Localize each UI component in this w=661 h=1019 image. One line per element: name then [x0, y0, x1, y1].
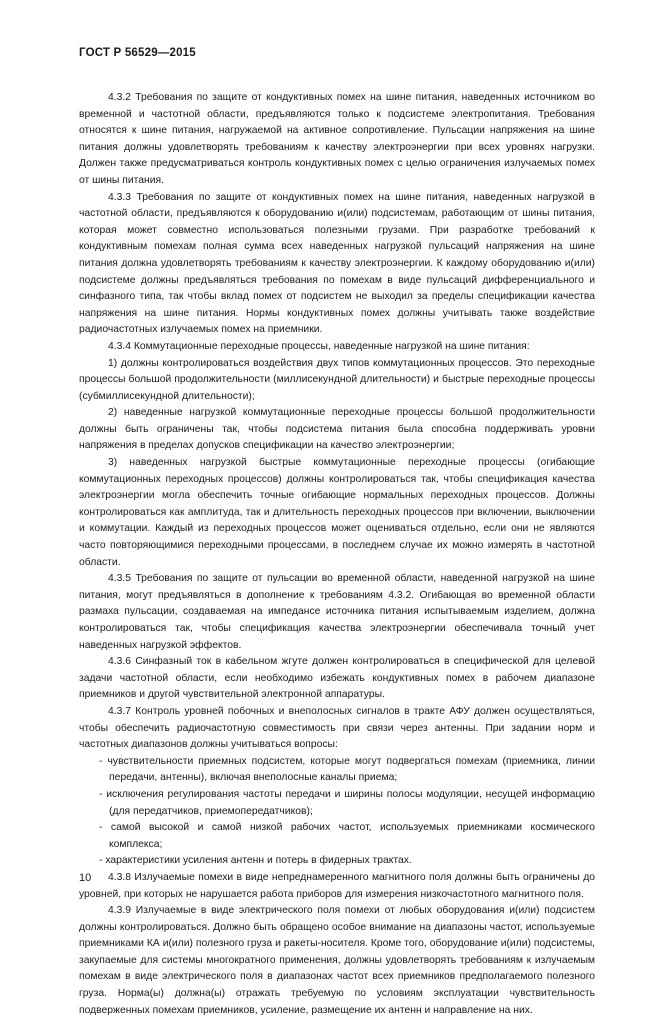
document-header: ГОСТ Р 56529—2015: [79, 47, 196, 59]
document-body: [79, 90, 595, 1019]
page-number: 10: [79, 872, 92, 884]
paragraph: 2) наведенные нагрузкой коммутационные переходные процессы большой продолжительности должны быть ограничены так, чтобы подсистема питания была способна поддерживать уровни напряжения в пределах допусков спецификации на качество электроэнергии;: [79, 407, 595, 452]
paragraph: 4.3.9 Излучаемые в виде электрического поля помехи от любых оборудования и(или) подсистем должны контролироваться. Должно быть обращено особое внимание на диапазоны частот, используемые приемниками КА и(или) полезного груза и ракеты-носителя. Кроме того, оборудование и(или) подсистемы, закупаемые для системы многократного применения, должны удовлетворять требованиям к излучаемым помехам в виде электрического поля в диапазонах частот всех приемников предполагаемого полезного груза. Норма(ы) должна(ы) отражать требуемую по условиям эксплуатации чувствительность подверженных помехам приемников, усиление, размещение их антенн и направление на них.: [79, 905, 595, 1016]
list-item: - самой высокой и самой низкой рабочих частот, используемых приемниками космического комплекса;: [99, 822, 595, 850]
list-item: - чувствительности приемных подсистем, которые могут подвергаться помехам (приемника, линии передачи, антенны), включая внеполосные каналы приема;: [99, 755, 595, 784]
list-item: - характеристики усиления антенн и потерь в фидерных трактах.: [99, 855, 412, 867]
paragraph: 4.3.5 Требования по защите от пульсации во временной области, наведенной нагрузкой на шине питания, могут предъявляться в дополнение к требованиям 4.3.2. Огибающая во временной области размаха пульсации, создаваемая на импедансе источника питания испытываемым изделием, должна контролироваться так, чтобы спецификация качества электроэнергии обеспечивала точный учет наведенных нагрузкой эффектов.: [79, 573, 595, 651]
paragraph: 4.3.2 Требования по защите от кондуктивных помех на шине питания, наведенных источником во временной и частотной области, предъявляются только к подсистеме электропитания. Требования относятся к шине питания, нагружаемой на активное сопротивление. Пульсации напряжения на шине питания должны удовлетворять требованиям к качеству электроэнергии при всех уровнях нагрузки. Должен также предусматриваться контроль кондуктивных помех с целью ограничения излучаемых помех от шины питания.: [79, 92, 595, 186]
paragraph: 4.3.4 Коммутационные переходные процессы, наведенные нагрузкой на шине питания:: [108, 340, 530, 352]
paragraph: 4.3.8 Излучаемые помехи в виде непреднамеренного магнитного поля должны быть ограничены до уровней, при которых не нарушается работа приборов для измерения низкочастотного магнитного поля.: [79, 871, 595, 900]
paragraph: 4.3.6 Синфазный ток в кабельном жгуте должен контролироваться в специфической для целевой задачи частотной области, если необходимо избежать кондуктивных помех в рабочем диапазоне приемников и другой чувствительной электронной аппаратуры.: [79, 656, 595, 701]
list-item: - исключения регулирования частоты передачи и ширины полосы модуляции, несущей информацию (для передатчиков, приемопередатчиков);: [99, 788, 595, 817]
paragraph: 3) наведенных нагрузкой быстрые коммутационные переходные процессы (огибающие коммутационных переходных процессов) должны контролироваться так, чтобы спецификация качества электроэнергии могла обеспечить точные огибающие нормальных переходных процессов. Должны контролироваться как амплитуда, так и длительность переходных процессов при включении, выключении и коммутации. Каждый из переходных процессов может оцениваться отдельно, если они не являются часто повторяющимися переходными процессами, в последнем случае их можно измерять в частотной области.: [79, 457, 595, 568]
paragraph: 4.3.3 Требования по защите от кондуктивных помех на шине питания, наведенных нагрузкой в частотной области, предъявляются к оборудованию и(или) подсистемам, работающим от шины питания, которая может совместно использоваться полезными грузами. При разработке требований к кондуктивным помехам полная сумма всех наведенных нагрузкой пульсаций напряжения на шине питания должна удовлетворять требованиям к качеству электроэнергии. К каждому оборудованию и(или) подсистеме должны предъявляться требования по помехам в виде пульсаций дифференциального и синфазного типа, так чтобы вклад помех от подсистем не выходил за пределы спецификации качества напряжения на шине питания. Нормы кондуктивных помех должны учитывать также воздействие радиочастотных излучаемых помех на приемники.: [79, 191, 595, 336]
paragraph: 1) должны контролироваться воздействия двух типов коммутационных процессов. Это переходные процессы большой продолжительности (миллисекундной длительности) и быстрые переходные процессы (субмиллисекундной длительности);: [79, 357, 595, 402]
paragraph: 4.3.7 Контроль уровней побочных и внеполосных сигналов в тракте АФУ должен осуществляться, чтобы обеспечить радиочастотную совместимость при связи через антенны. При задании норм и частотных диапазонов должны учитываться вопросы:: [79, 705, 595, 751]
